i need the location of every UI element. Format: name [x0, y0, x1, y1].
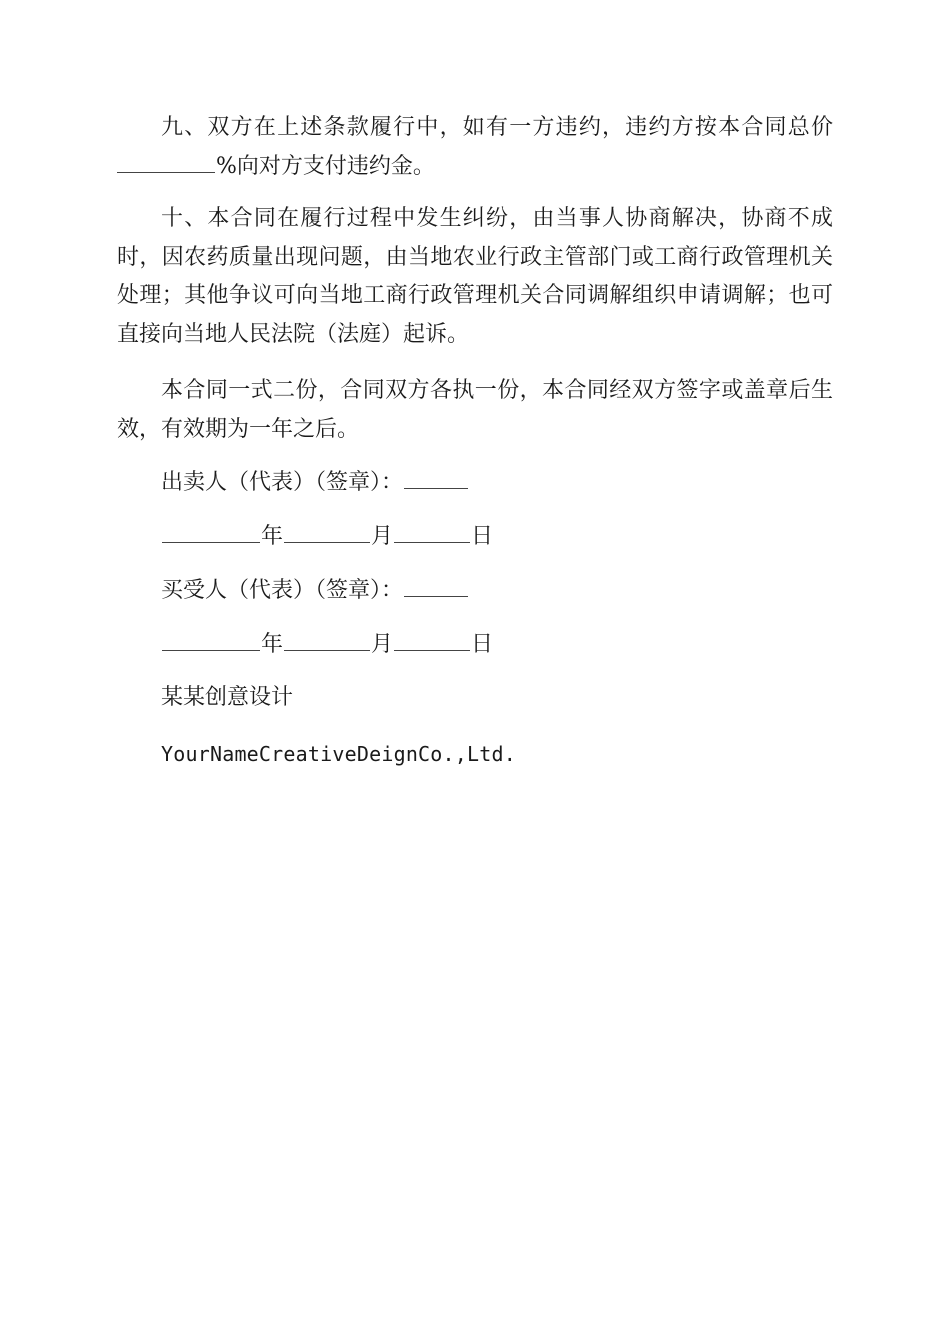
clause-nine-suffix: %向对方支付违约金。 — [216, 153, 435, 179]
year-label: 年 — [261, 524, 284, 549]
buyer-label: 买受人（代表）（签章）： — [161, 578, 404, 603]
seller-day-blank[interactable] — [394, 522, 470, 543]
buyer-day-blank[interactable] — [394, 630, 470, 651]
month-label: 月 — [371, 632, 394, 657]
day-label: 日 — [471, 524, 494, 549]
buyer-year-blank[interactable] — [162, 630, 260, 651]
company-name-en: YourNameCreativeDeignCo.,Ltd. — [161, 742, 516, 766]
clause-nine — [117, 109, 833, 186]
buyer-signature-line — [161, 576, 469, 605]
seller-year-blank[interactable] — [162, 522, 260, 543]
closing-paragraph: 本合同一式二份，合同双方各执一份，本合同经双方签字或盖章后生效，有效期为一年之后。 — [117, 378, 833, 442]
buyer-month-blank[interactable] — [284, 630, 370, 651]
seller-signature-blank[interactable] — [404, 468, 468, 489]
seller-label: 出卖人（代表）（签章）： — [161, 470, 404, 495]
clause-ten: 十、本合同在履行过程中发生纠纷，由当事人协商解决，协商不成时，因农药质量出现问题，由当地农业行政主管部门或工商行政管理机关处理；其他争议可向当地工商行政管理机关合同调解组织申请调解；也可直接向当地人民法院（法庭）起诉。 — [117, 206, 833, 347]
seller-date-line — [161, 522, 493, 551]
clause-nine-text: 九、双方在上述条款履行中，如有一方违约，违约方按本合同总价 — [161, 115, 833, 140]
buyer-date-line — [161, 630, 493, 659]
day-label: 日 — [471, 632, 494, 657]
buyer-signature-blank[interactable] — [404, 576, 468, 597]
penalty-percent-blank[interactable] — [117, 152, 215, 173]
seller-month-blank[interactable] — [284, 522, 370, 543]
year-label: 年 — [261, 632, 284, 657]
seller-signature-line — [161, 468, 469, 497]
month-label: 月 — [371, 524, 394, 549]
company-name-cn: 某某创意设计 — [161, 685, 294, 710]
